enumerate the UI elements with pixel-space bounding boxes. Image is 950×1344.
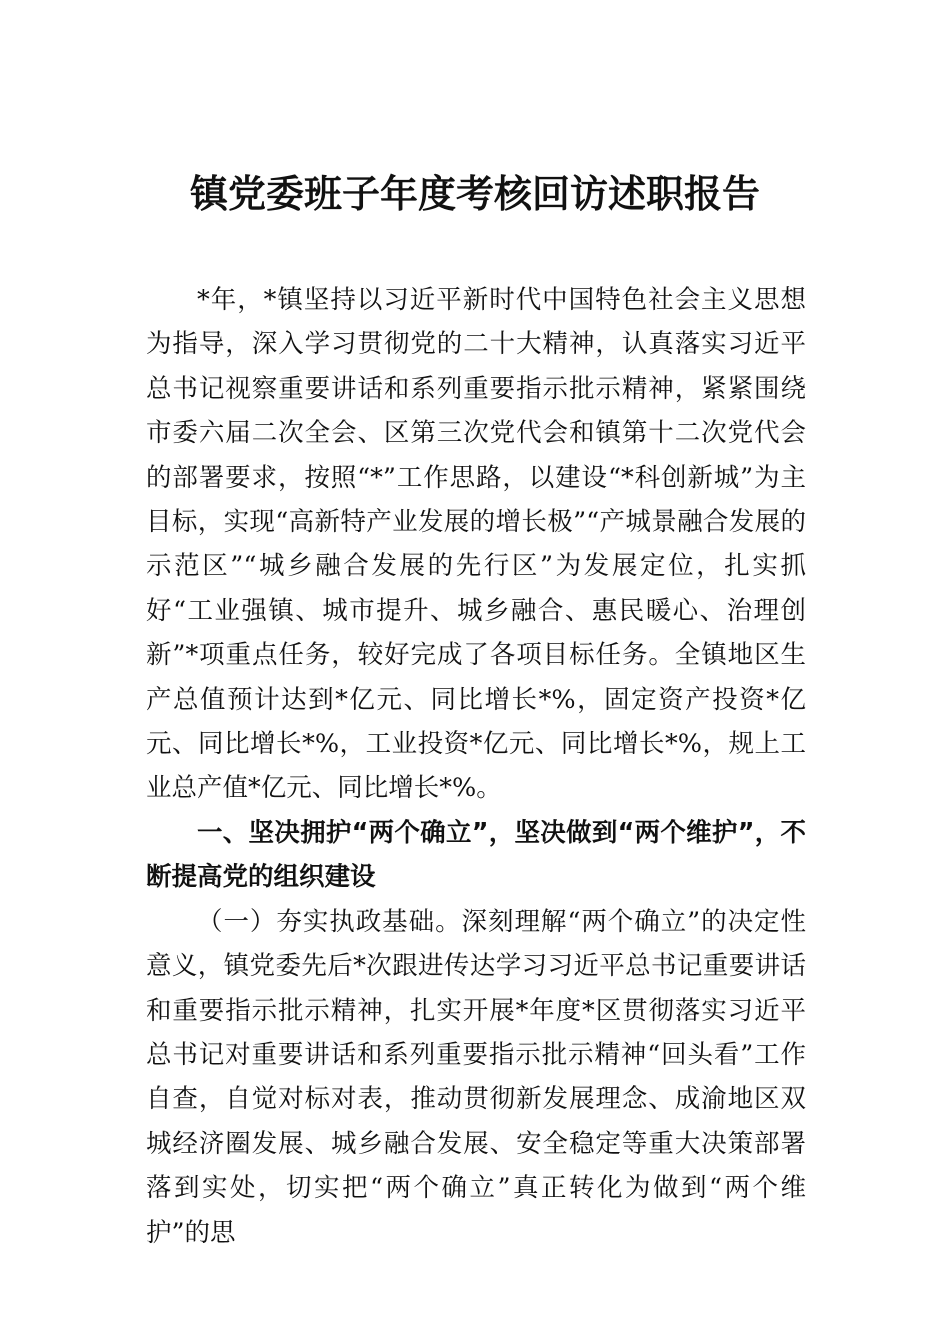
document-title: 镇党委班子年度考核回访述职报告 xyxy=(189,171,760,216)
intro-paragraph: *年，*镇坚持以习近平新时代中国特色社会主义思想为指导，深入学习贯彻党的二十大精神，认真落实习近平总书记视察重要讲话和系列重要指示批示精神，紧紧围绕市委六届二次全会、区第三次党代会和镇第十二次党代会的部署要求，按照“*”工作思路，以建设“*科创新城”为主目标，实现“高新特产业发展的增长极”“产城景融合发展的示范区”“城乡融合发展的先行区”为发展定位，扎实抓好“工业强镇、城市提升、城乡融合、惠民暖心、治理创新”*项重点任务，较好完成了各项目标任务。全镇地区生产总值预计达到*亿元、同比增长*%，固定资产投资*亿元、同比增长*%，工业投资*亿元、同比增长*%，规上工业总产值*亿元、同比增长*%。 xyxy=(146,285,806,804)
section-paragraph: （一）夯实执政基础。深刻理解“两个确立”的决定性意义，镇党委先后*次跟进传达学习习近平总书记重要讲话和重要指示批示精神，扎实开展*年度*区贯彻落实习近平总书记对重要讲话和系列重要指示批示精神“回头看”工作自查，自觉对标对表，推动贯彻新发展理念、成渝地区双城经济圈发展、城乡融合发展、安全稳定等重大决策部署落到实处，切实把“两个确立”真正转化为做到“两个维护”的思 xyxy=(146,906,806,1248)
section-heading: 一、坚决拥护“两个确立”，坚决做到“两个维护”，不断提高党的组织建设 xyxy=(146,817,806,893)
document-body xyxy=(146,278,806,1255)
